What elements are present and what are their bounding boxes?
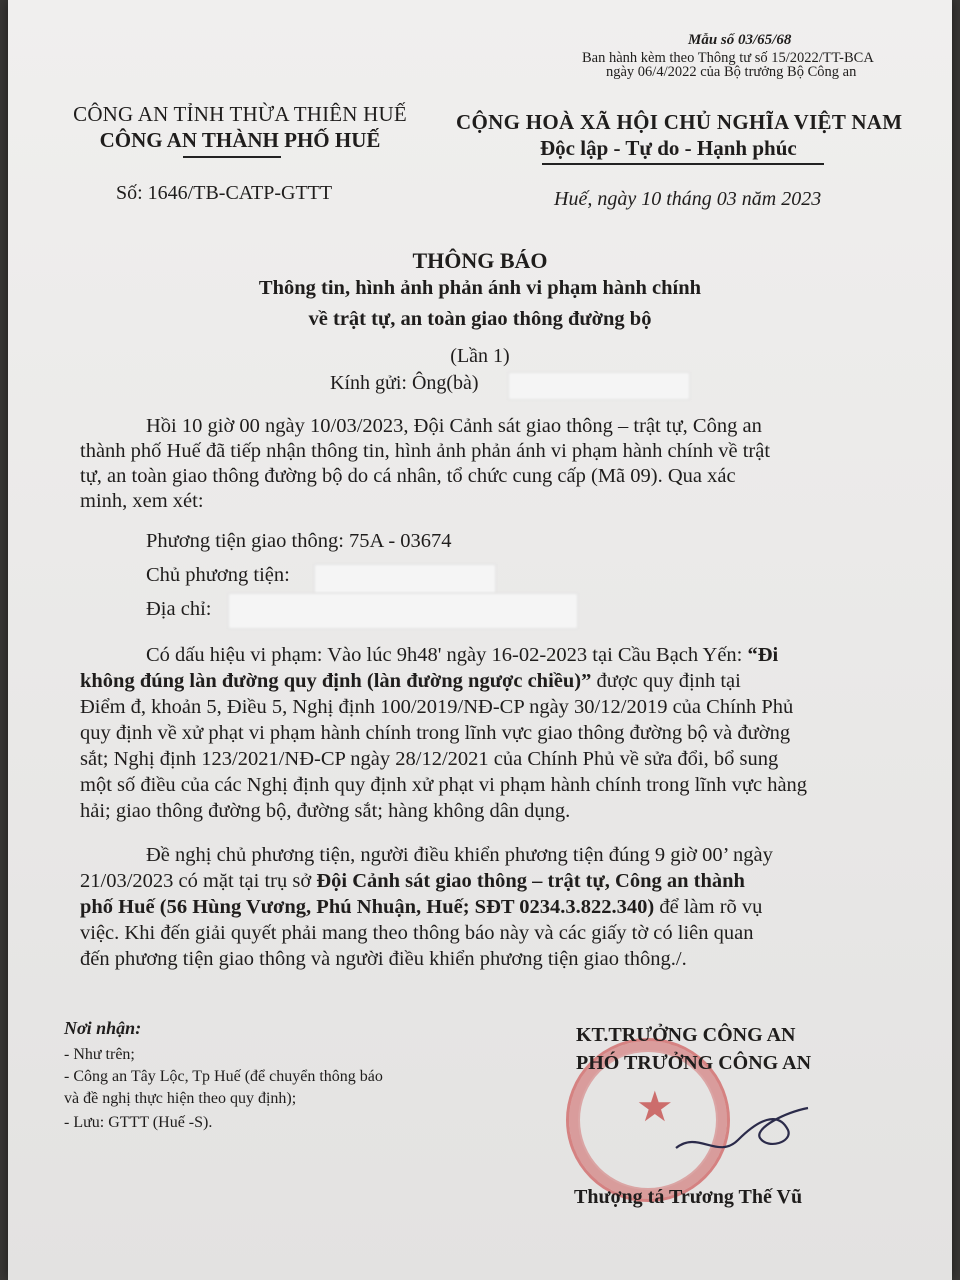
- violation-line-1: [146, 644, 778, 667]
- recipient-label: Kính gửi: Ông(bà): [330, 372, 479, 394]
- recipients-label: Nơi nhận:: [64, 1018, 142, 1038]
- violation-line-1-text: Có dấu hiệu vi phạm: Vào lúc 9h48' ngày 16-02-2023 tại Cầu Bạch Yến:: [146, 644, 748, 666]
- paragraph-1-line-3: tự, an toàn giao thông đường bộ do cá nhân, tổ chức cung cấp (Mã 09). Qua xác: [80, 465, 736, 487]
- request-line-5: đến phương tiện giao thông và người điều khiển phương tiện giao thông./.: [80, 948, 687, 970]
- violation-line-7: hải; giao thông đường bộ, đường sắt; hàng không dân dụng.: [80, 800, 571, 822]
- document-page: [8, 0, 952, 1280]
- violation-line-6: một số điều của các Nghị định quy định xử phạt vi phạm hành chính trong lĩnh vực hàng: [80, 774, 808, 796]
- document-subtitle-1: Thông tin, hình ảnh phản ánh vi phạm hành chính: [258, 277, 702, 299]
- agency-name: CÔNG AN THÀNH PHỐ HUẾ: [99, 128, 381, 152]
- request-line-2-text: 21/03/2023 có mặt tại trụ sở: [80, 870, 317, 892]
- agency-underline: [183, 156, 281, 158]
- vehicle-line: Phương tiện giao thông: 75A - 03674: [146, 530, 452, 552]
- document-number: Số: 1646/TB-CATP-GTTT: [116, 182, 333, 204]
- signature-title-2: PHÓ TRƯỞNG CÔNG AN: [576, 1052, 812, 1074]
- issued-with-line-1: Ban hành kèm theo Thông tư số 15/2022/TT-BCA: [582, 50, 874, 66]
- redacted-address: [228, 593, 578, 629]
- issued-with-line-2: ngày 06/4/2022 của Bộ trưởng Bộ Công an: [606, 64, 857, 80]
- request-line-3-text: để làm rõ vụ: [654, 896, 763, 918]
- motto-underline: [542, 163, 824, 165]
- request-location-bold-2: phố Huế (56 Hùng Vương, Phú Nhuận, Huế; SĐT 0234.3.822.340): [80, 896, 655, 918]
- request-line-1: Đề nghị chủ phương tiện, người điều khiển phương tiện đúng 9 giờ 00’ ngày: [146, 844, 773, 866]
- violation-line-2: [80, 670, 741, 693]
- signer-name: Thượng tá Trương Thế Vũ: [574, 1186, 803, 1208]
- recipient-item: - Công an Tây Lộc, Tp Huế (để chuyển thông báo: [64, 1068, 383, 1085]
- document-subtitle-2: về trật tự, an toàn giao thông đường bộ: [308, 308, 652, 330]
- handwritten-signature: [668, 1090, 818, 1170]
- signature-title-1: KT.TRƯỞNG CÔNG AN: [576, 1024, 796, 1046]
- redacted-owner: [314, 564, 496, 594]
- violation-line-2-text: được quy định tại: [591, 670, 741, 692]
- request-line-2: [80, 870, 745, 893]
- owner-label: Chủ phương tiện:: [146, 564, 290, 586]
- seal-star-icon: ★: [636, 1085, 674, 1131]
- national-motto: Độc lập - Tự do - Hạnh phúc: [540, 136, 797, 160]
- redacted-recipient: [508, 372, 690, 400]
- parent-agency: CÔNG AN TỈNH THỪA THIÊN HUẾ: [73, 102, 407, 126]
- violation-quote-start: “Đi: [747, 644, 779, 666]
- request-location-bold-1: Đội Cảnh sát giao thông – trật tự, Công an thành: [316, 870, 745, 892]
- notice-times: (Lần 1): [450, 345, 510, 367]
- request-line-3: [80, 896, 762, 919]
- place-date: Huế, ngày 10 tháng 03 năm 2023: [554, 188, 822, 210]
- address-label: Địa chỉ:: [146, 598, 212, 620]
- violation-line-4: quy định về xử phạt vi phạm hành chính trong lĩnh vực giao thông đường bộ và đường: [80, 722, 791, 744]
- paragraph-1-line-4: minh, xem xét:: [80, 490, 204, 512]
- request-line-4: việc. Khi đến giải quyết phải mang theo thông báo này và các giấy tờ có liên quan: [80, 922, 754, 944]
- paragraph-1-line-2: thành phố Huế đã tiếp nhận thông tin, hình ảnh phản ánh vi phạm hành chính về trật: [80, 440, 771, 462]
- violation-line-3: Điểm đ, khoản 5, Điều 5, Nghị định 100/2019/NĐ-CP ngày 30/12/2019 của Chính Phủ: [80, 696, 794, 718]
- document-title: THÔNG BÁO: [412, 248, 548, 273]
- recipient-item: - Lưu: GTTT (Huế -S).: [64, 1114, 213, 1131]
- national-title: CỘNG HOÀ XÃ HỘI CHỦ NGHĨA VIỆT NAM: [456, 110, 903, 134]
- recipient-item: và đề nghị thực hiện theo quy định);: [64, 1090, 297, 1107]
- paragraph-1-line-1: Hồi 10 giờ 00 ngày 10/03/2023, Đội Cảnh sát giao thông – trật tự, Công an: [146, 415, 762, 437]
- recipient-item: - Như trên;: [64, 1046, 135, 1063]
- form-number: Mẫu số 03/65/68: [688, 32, 792, 48]
- violation-quote-text: không đúng làn đường quy định (làn đường ngược chiều)”: [80, 670, 592, 692]
- violation-line-5: sắt; Nghị định 123/2021/NĐ-CP ngày 28/12/2021 của Chính Phủ về sửa đổi, bổ sung: [80, 748, 779, 770]
